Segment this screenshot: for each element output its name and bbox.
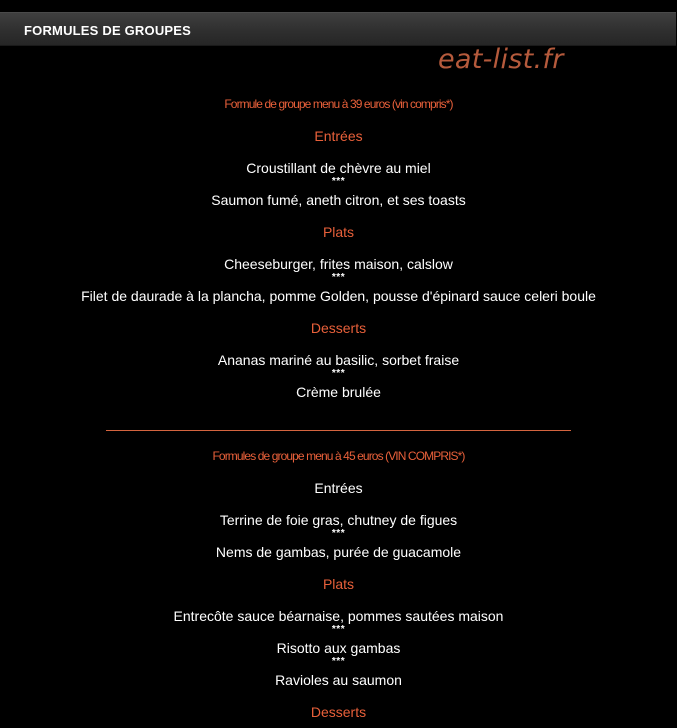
menu-1-desserts-separator: *** bbox=[331, 368, 346, 379]
menu-1-plats-separator: *** bbox=[331, 272, 346, 283]
menu-1-entree-2: Saumon fumé, aneth citron, et ses toasts bbox=[211, 192, 466, 208]
menu-2-entrees-separator: *** bbox=[331, 528, 346, 539]
menu-2-plat-1: Entrecôte sauce béarnaise, pommes sautées maison bbox=[173, 608, 504, 624]
menu-2-plats-heading: Plats bbox=[322, 576, 355, 592]
menu-1-entrees-heading: Entrées bbox=[314, 128, 363, 144]
menu-1-plat-2: Filet de daurade à la plancha, pomme Golden, pousse d'épinard sauce celeri boule bbox=[81, 288, 596, 304]
menu-2-desserts-heading: Desserts bbox=[310, 704, 367, 720]
section-title: FORMULES DE GROUPES bbox=[24, 23, 192, 38]
menu-2-entree-2: Nems de gambas, purée de guacamole bbox=[215, 544, 462, 560]
menu-1-entrees-separator: *** bbox=[331, 176, 346, 187]
menu-2-entrees-heading: Entrées bbox=[314, 480, 363, 496]
menu-2-plat-2: Risotto aux gambas bbox=[276, 640, 401, 656]
menu-1-title: Formule de groupe menu à 39 euros (vin compris*) bbox=[224, 97, 453, 111]
menu-1-plat-1: Cheeseburger, frites maison, calslow bbox=[224, 256, 453, 272]
menu-1-entree-1: Croustillant de chèvre au miel bbox=[246, 160, 431, 176]
menu-1-desserts-heading: Desserts bbox=[310, 320, 367, 336]
menu-2-plats-separator-2: *** bbox=[331, 656, 346, 667]
menu-2-entree-1: Terrine de foie gras, chutney de figues bbox=[219, 512, 458, 528]
menu-1-dessert-2: Crème brulée bbox=[296, 384, 381, 400]
section-header-bar bbox=[0, 12, 676, 46]
menu-2-plats-separator-1: *** bbox=[331, 624, 346, 635]
menu-2-plat-3: Ravioles au saumon bbox=[275, 672, 402, 688]
menu-2-title: Formules de groupe menu à 45 euros (VIN COMPRIS*) bbox=[212, 449, 465, 463]
menu-1-dessert-1: Ananas mariné au basilic, sorbet fraise bbox=[217, 352, 460, 368]
menu-divider bbox=[106, 430, 571, 431]
menu-1-plats-heading: Plats bbox=[322, 224, 355, 240]
watermark: eat-list.fr bbox=[438, 44, 564, 75]
